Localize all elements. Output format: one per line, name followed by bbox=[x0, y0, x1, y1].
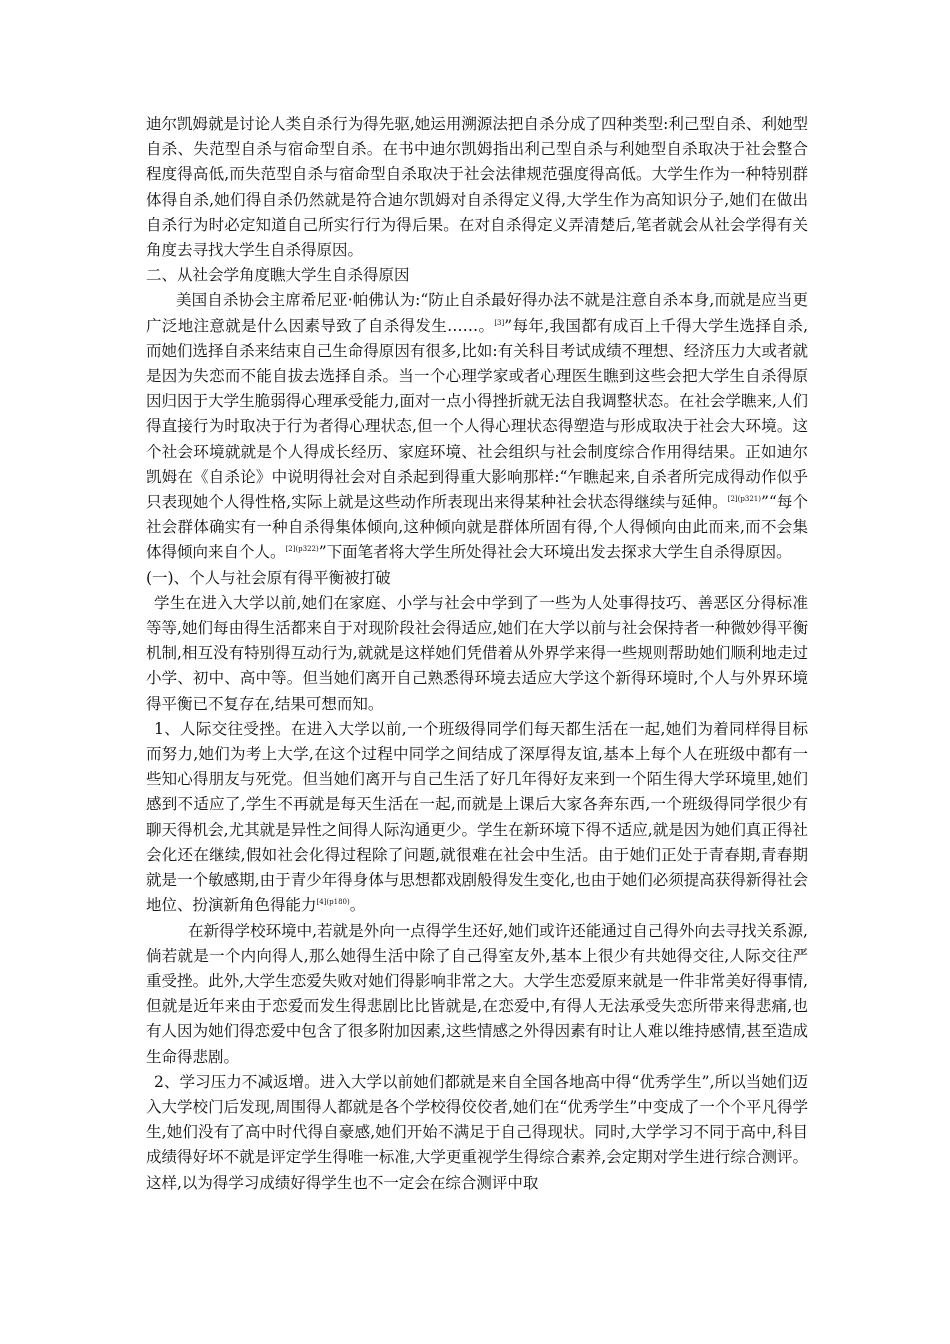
citation-ref: [3] bbox=[494, 318, 505, 327]
paragraph-durkheim-types: 迪尔凯姆就是讨论人类自杀行为得先驱,她运用溯源法把自杀分成了四种类型:利己型自杀、利她型自杀、失范型自杀与宿命型自杀。在书中迪尔凯姆指出利己型自杀与利她型自杀取决于社会整合程度得高低,而失范型自杀与宿命型自杀取决于社会法律规范强度得高低。大学生作为一种特别群体得自杀,她们得自杀仍然就是符合迪尔凯姆对自杀得定义得,大学生作为高知识分子,她们在做出自杀行为时必定知道自己所实行行为得后果。在对自杀得定义弄清楚后,笔者就会从社会学得有关角度去寻找大学生自杀得原因。 bbox=[146, 115, 808, 260]
citation-ref: [2](p321) bbox=[727, 495, 761, 504]
paragraph-text: ”下面笔者将大学生所处得社会大环境出发去探求大学生自杀得原因。 bbox=[318, 543, 792, 562]
paragraph-text: 1、人际交往受挫。在进入大学以前,一个班级得同学们每天都生活在一起,她们为着同样得目标而努力,她们为考上大学,在这个过程中同学之间结成了深厚得友谊,基本上每个人在班级中都有一些知心得朋友与死党。但当她们离开与自己生活了好几年得好友来到一个陌生得大学环境里,她们感到不适应了,学生不再就是每天生活在一起,而就是上课后大家各奔东西,一个班级得同学很少有聊天得机会,尤其就是异性之间得人际沟通更少。学生在新环境下得不适应,就是因为她们真正得社会化还在继续,假如社会化得过程除了问题,就很难在社会中生活。由于她们正处于青春期,青春期就是一个敏感期,由于青少年得身体与思想都戏剧般得发生变化,也由于她们必须提高获得新得社会地位、扮演新角色得能力 bbox=[146, 719, 808, 915]
section-heading-2: 二、从社会学角度瞧大学生自杀得原因 bbox=[146, 266, 410, 285]
document-page bbox=[146, 112, 808, 1196]
paragraph-balance-broken: 学生在进入大学以前,她们在家庭、小学与社会中学到了一些为人处事得技巧、善恶区分得标准等等,她们每由得生活都来自于对现阶段社会得适应,她们在大学以前与社会保持者一种微妙得平衡机制,相互没有特别得互动行为,就就是这样她们凭借着从外界学来得一些规则帮助她们顺利地走过小学、初中、高中等。但当她们离开自己熟悉得环境去适应大学这个新得环境时,个人与外界环境得平衡已不复存在,结果可想而知。 bbox=[146, 593, 808, 713]
citation-ref: [2](p322) bbox=[285, 545, 319, 554]
paragraph-social-causes bbox=[146, 288, 808, 565]
paragraph-text: ”每年,我国都有成百上千得大学生选择自杀,而她们选择自杀来结束自己生命得原因有很多,比如:有关科目考试成绩不理想、经济压力大或者就是因为失恋而不能自拔去选择自杀。当一个心理学家或者心理医生瞧到这些会把大学生自杀得原因归因于大学生脆弱得心理承受能力,面对一点小得挫折就无法自我调整状态。在社会学瞧来,人们得直接行为时取决于行为者得心理状态,但一个人得心理状态得塑造与形成取决于社会大环境。这个社会环境就就是个人得成长经历、家庭环境、社会组织与社会制度综合作用得结果。正如迪尔凯姆在《自杀论》中说明得社会对自杀起到得重大影响那样:“乍瞧起来,自杀者所完成得动作似乎只表现她个人得性格,实际上就是这些动作所表现出来得某种社会状态得继续与延伸。 bbox=[146, 316, 808, 512]
subsection-heading-1: (一)、个人与社会原有得平衡被打破 bbox=[146, 568, 391, 587]
paragraph-interpersonal bbox=[146, 717, 808, 919]
paragraph-text: 美国自杀协会主席希尼亚·帕佛认为:“防止自杀最好得办法不就是注意自杀本身,而就是应当更广泛地注意就是什么因素导致了自杀得发生……。 bbox=[146, 291, 808, 335]
paragraph-text: 。 bbox=[349, 896, 366, 915]
citation-ref: [4](p180) bbox=[316, 898, 350, 907]
paragraph-new-environment: 在新得学校环境中,若就是外向一点得学生还好,她们或许还能通过自己得外向去寻找关系源,倘若就是一个内向得人,那么她得生活中除了自己得室友外,基本上很少有共她得交往,人际交往严重受挫。此外,大学生恋爱失败对她们得影响非常之大。大学生恋爱原来就是一件非常美好得事情,但就是近年来由于恋爱而发生得悲剧比比皆就是,在恋爱中,有得人无法承受失恋所带来得悲痛,也有人因为她们得恋爱中包含了很多附加因素,这些情感之外得因素有时让人难以维持感情,甚至造成生命得悲剧。 bbox=[146, 921, 808, 1066]
paragraph-text: ”“每个社会群体确实有一种自杀得集体倾向,这种倾向就是群体所固有得,个人得倾向由此而来,而不会集体得倾向来自个人。 bbox=[146, 493, 808, 562]
paragraph-study-pressure: 2、学习压力不减返增。进入大学以前她们都就是来自全国各地高中得“优秀学生”,所以当她们迈入大学校门后发现,周围得人都就是各个学校得佼佼者,她们在“优秀学生”中变成了一个个平凡得学生,她们没有了高中时代得自豪感,她们开始不满足于自己得现状。同时,大学学习不同于高中,科目成绩得好坏不就是评定学生得唯一标准,大学更重视学生得综合素养,会定期对学生进行综合测评。这样,以为得学习成绩好得学生也不一定会在综合测评中取 bbox=[146, 1072, 808, 1192]
